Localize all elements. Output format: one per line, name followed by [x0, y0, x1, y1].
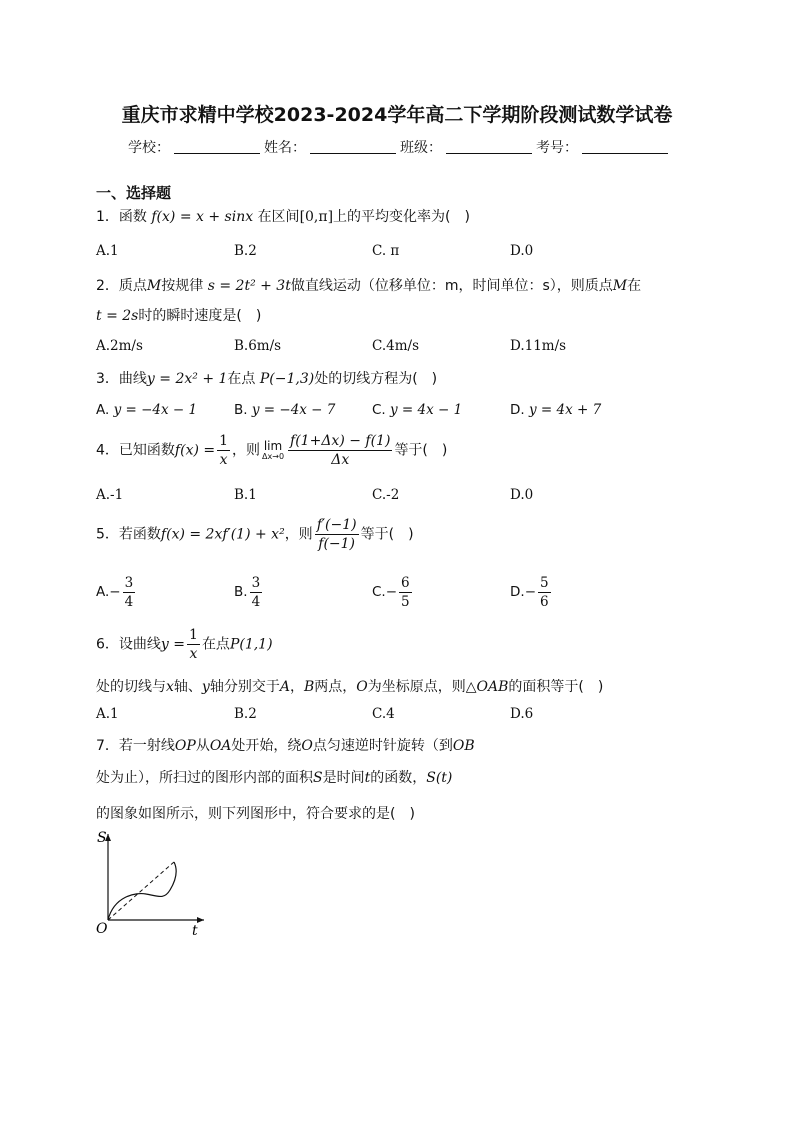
q2-text: 2．质点: [96, 278, 147, 294]
q3-option-a-value: y = −4x − 1: [113, 402, 198, 418]
q4-option-a[interactable]: A.-1: [96, 487, 124, 503]
q2-text-d: 在: [627, 278, 642, 294]
q4-option-d[interactable]: D.0: [510, 487, 534, 503]
q6-point-b: B: [303, 679, 315, 695]
q5-option-d[interactable]: [510, 574, 553, 611]
q3-option-d-value: y = 4x + 7: [528, 402, 602, 418]
dashed-reference-line: [108, 862, 174, 920]
q7-var-s: S: [313, 770, 323, 786]
q5-option-a[interactable]: [96, 574, 137, 611]
q3-point: P(−1,3): [259, 371, 315, 387]
question-6-line-2: [96, 676, 603, 696]
q7-graph: [94, 826, 212, 938]
q1-function: f(x) = x + sinx: [151, 209, 254, 225]
question-5: [96, 516, 414, 553]
q6-frac-num: 1: [189, 627, 198, 643]
q3-option-c-value: y = 4x − 1: [390, 402, 463, 418]
q5-text: ，则: [284, 526, 313, 543]
q5-option-d-label: D.: [510, 584, 525, 600]
q6-frac-den: x: [189, 646, 198, 662]
q5-option-a-fraction: [123, 574, 136, 611]
q5-fraction: [315, 516, 359, 553]
q6-triangle: △OAB: [465, 679, 509, 695]
q4-lim-label: lim: [263, 439, 283, 453]
q3-option-a[interactable]: [96, 402, 197, 418]
page-title: 重庆市求精中学校2023-2024学年高二下学期阶段测试数学试卷: [121, 104, 673, 126]
q5-option-d-num: 5: [540, 575, 549, 591]
q3-option-d-label: D.: [510, 402, 525, 418]
q5-option-c-label: C.: [372, 584, 386, 600]
q6-option-a[interactable]: A.1: [96, 706, 119, 722]
q6-comma: ，: [289, 679, 304, 695]
q4-option-c[interactable]: C.-2: [372, 487, 400, 503]
q7-point-o: O: [301, 738, 313, 754]
q5-option-a-num: 3: [124, 575, 134, 591]
q4-option-b[interactable]: B.1: [234, 487, 257, 503]
q3-text: 在点: [227, 371, 256, 387]
q1-option-a[interactable]: A.1: [96, 243, 119, 259]
q1-option-d[interactable]: D.0: [510, 243, 534, 259]
name-label: 姓名：: [264, 140, 306, 156]
q2-option-c[interactable]: C.4m/s: [372, 338, 420, 354]
q6-text-d: 两点，: [314, 679, 357, 695]
school-label: 学校：: [128, 140, 170, 156]
q5-option-c-den: 5: [401, 594, 410, 610]
q6-number: 6．设曲线: [96, 636, 161, 653]
q4-text: ，则: [232, 442, 261, 459]
q7-text-e: 是时间: [322, 770, 365, 786]
q4-lim-num: f(1+Δx) − f(1): [290, 433, 391, 449]
q7-text-b: 处开始，绕: [231, 738, 302, 754]
question-6: [96, 626, 273, 663]
q5-option-d-fraction: [538, 574, 551, 611]
q7-function: S(t): [426, 770, 453, 786]
q2-option-a[interactable]: A.2m/s: [96, 338, 143, 354]
q3-option-b-value: y = −4x − 7: [251, 402, 336, 418]
q5-option-a-label: A.: [96, 584, 110, 600]
graph-x-label: t: [192, 923, 198, 938]
q3-tail: 处的切线方程为( ): [314, 371, 438, 387]
q4-fraction: [217, 432, 230, 469]
q7-ray-op: OP: [174, 738, 196, 754]
name-blank[interactable]: [310, 153, 396, 154]
q5-option-b-num: 3: [251, 575, 261, 591]
question-7-line-2: [96, 767, 452, 787]
q3-option-a-label: A.: [96, 402, 110, 418]
q2-var-m-2: M: [612, 278, 628, 294]
q6-point-o: O: [356, 679, 368, 695]
question-3: [96, 368, 437, 388]
class-blank[interactable]: [446, 153, 532, 154]
section-heading: 一、选择题: [96, 184, 172, 202]
q4-lim-sub: Δx→0: [262, 452, 285, 461]
q7-ray-oa: OA: [209, 738, 232, 754]
q4-limit-fraction: [288, 432, 392, 469]
q3-option-b-label: B.: [234, 402, 248, 418]
q2-tail: 时的瞬时速度是( ): [138, 308, 262, 324]
question-4: [96, 432, 447, 469]
s-curve: [108, 862, 176, 920]
q2-text-c: 做直线运动（位移单位：m，时间单位：s），则质点: [290, 278, 613, 294]
q5-option-d-sign: −: [524, 584, 536, 600]
q5-option-b[interactable]: [234, 574, 264, 611]
x-axis-arrow-icon: [197, 917, 204, 923]
q5-option-a-sign: −: [109, 584, 121, 600]
q5-tail: 等于( ): [360, 526, 414, 543]
q5-option-c[interactable]: [372, 574, 414, 611]
q6-y: y =: [160, 636, 186, 653]
question-2: [96, 275, 641, 295]
q1-option-c[interactable]: C. π: [372, 243, 400, 259]
q1-tail: 上的平均变化率为( ): [333, 209, 470, 225]
q6-option-c[interactable]: C.4: [372, 706, 395, 722]
q5-option-a-den: 4: [124, 594, 134, 610]
q7-text-f: 的函数，: [370, 770, 427, 786]
q7-text-d: 处为止），所扫过的图形内部的面积: [96, 770, 313, 786]
q5-option-c-num: 6: [401, 575, 410, 591]
q4-function: f(x) =: [174, 442, 216, 459]
q4-lim-den: Δx: [331, 452, 350, 468]
number-label: 考号：: [536, 140, 578, 156]
q5-option-b-den: 4: [251, 594, 261, 610]
q2-option-b[interactable]: B.6m/s: [234, 338, 282, 354]
q7-number: 7．若一射线: [96, 738, 175, 754]
q6-var-x: x: [166, 679, 174, 695]
q6-var-y: y: [201, 679, 210, 695]
q3-option-b[interactable]: [234, 402, 335, 418]
q5-option-b-fraction: [250, 574, 263, 611]
class-label: 班级：: [400, 140, 442, 156]
q1-option-b[interactable]: B.2: [234, 243, 257, 259]
q4-tail: 等于( ): [394, 442, 448, 459]
q7-var-t: t: [364, 770, 371, 786]
q4-frac-num: 1: [219, 433, 229, 449]
q7-ray-ob: OB: [452, 738, 475, 754]
q6-option-d[interactable]: D.6: [510, 706, 534, 722]
q2-option-d[interactable]: D.11m/s: [510, 338, 567, 354]
number-blank[interactable]: [582, 153, 668, 154]
q5-number: 5．若函数: [96, 526, 161, 543]
q3-option-c-label: C.: [372, 402, 386, 418]
q6-fraction: [187, 626, 200, 663]
graph-origin-label: O: [96, 921, 108, 937]
q5-frac-den: f(−1): [318, 536, 356, 552]
q3-equation: y = 2x² + 1: [146, 371, 228, 387]
q5-option-c-fraction: [399, 574, 412, 611]
q6-point: P(1,1): [229, 636, 273, 653]
q5-equation: f(x) = 2xf′(1) + x²: [160, 526, 285, 543]
question-7: [96, 735, 475, 755]
q6-text-c: 轴分别交于: [209, 679, 280, 695]
q6-option-b[interactable]: B.2: [234, 706, 257, 722]
q4-limit: [262, 440, 284, 461]
q2-equation: s = 2t² + 3t: [207, 278, 291, 294]
q4-frac-den: x: [219, 452, 228, 468]
q2-text-b: 按规律: [161, 278, 204, 294]
q1-number: 1．函数: [96, 209, 147, 225]
q7-text-c: 点匀速逆时针旋转（到: [312, 738, 453, 754]
q6-text: 在点: [201, 636, 230, 653]
q5-option-d-den: 6: [540, 594, 549, 610]
q6-text-e: 为坐标原点，则: [367, 679, 466, 695]
q5-option-b-label: B.: [234, 584, 248, 600]
q6-point-a: A: [279, 679, 290, 695]
q6-text-a: 处的切线与: [96, 679, 166, 695]
q2-var-m: M: [146, 278, 162, 294]
q3-option-c[interactable]: [372, 402, 462, 418]
q1-text: 在区间: [257, 209, 300, 225]
question-7-line-3: 的图象如图所示，则下列图形中，符合要求的是( ): [96, 806, 415, 822]
question-1: [96, 206, 470, 226]
school-blank[interactable]: [174, 153, 260, 154]
q2-time: t = 2s: [96, 308, 139, 324]
q3-number: 3．曲线: [96, 371, 147, 387]
question-2-line-2: [96, 305, 261, 325]
q6-text-b: 轴、: [173, 679, 202, 695]
q5-frac-num: f′(−1): [316, 517, 357, 533]
graph-y-label: S: [97, 830, 107, 846]
q3-option-d[interactable]: [510, 402, 601, 418]
q6-tail: 的面积等于( ): [508, 679, 604, 695]
student-info-row: [128, 137, 672, 157]
q7-text-a: 从: [195, 738, 210, 754]
q4-number: 4．已知函数: [96, 442, 175, 459]
q1-interval: [0,π]: [299, 209, 334, 225]
q5-option-c-sign: −: [385, 584, 398, 600]
